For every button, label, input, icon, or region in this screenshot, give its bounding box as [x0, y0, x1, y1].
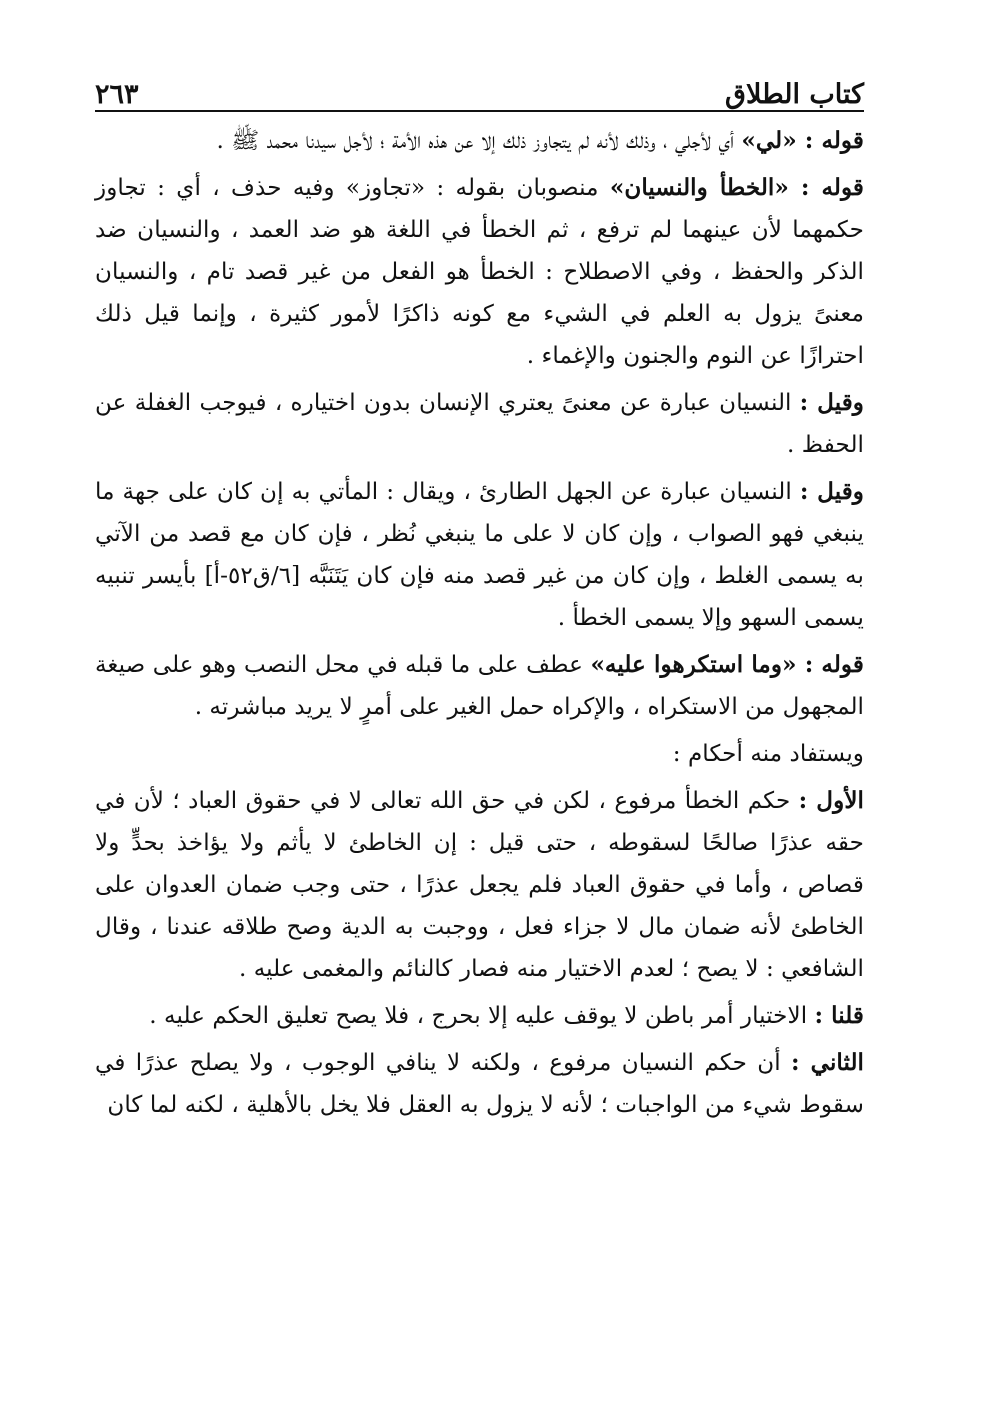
paragraph: [95, 733, 864, 775]
paragraph-text: الاختيار أمر باطن لا يوقف عليه إلا بحرج ، فلا يصح تعليق الحكم عليه .: [149, 1002, 815, 1029]
paragraph: [95, 780, 864, 990]
paragraph-text: النسيان عبارة عن الجهل الطارئ ، ويقال : المأتي به إن كان على جهة ما ينبغي فهو الصواب ، وإن كان لا على ما ينبغي نُظر ، فإن كان مع قصد من الآتي به يسمى الغلط ، وإن كان من غير قصد منه فإن كان يَتَنَبَّه [٦/ق٥٢-أ] بأيسر تنبيه يسمى السهو وإلا يسمى الخطأ .: [95, 478, 864, 631]
paragraph: [95, 644, 864, 728]
running-header: [95, 52, 864, 112]
chapter-title: كتاب الطلاق: [725, 79, 864, 110]
paragraph-lead: وقيل :: [799, 389, 864, 416]
paragraph-text: عطف على ما قبله في محل النصب وهو على صيغة المجهول من الاستكراه ، والإكراه حمل الغير على أمرٍ لا يريد مباشرته .: [95, 651, 864, 720]
paragraph: [95, 382, 864, 466]
paragraph-lead: قلنا :: [814, 1002, 864, 1029]
paragraph-lead: قوله : «لي»: [741, 127, 864, 154]
paragraph-lead: الثاني :: [791, 1049, 864, 1076]
paragraph-text: النسيان عبارة عن معنىً يعتري الإنسان بدون اختياره ، فيوجب الغفلة عن الحفظ .: [95, 389, 864, 458]
paragraph-text: أن حكم النسيان مرفوع ، ولكنه لا ينافي الوجوب ، ولا يصلح عذرًا في سقوط شيء من الواجبات ؛ لأنه لا يزول به العقل فلا يخل بالأهلية ، لكنه لما كان: [95, 1049, 864, 1118]
header-divider: [95, 110, 864, 112]
paragraph-text: منصوبان بقوله : «تجاوز» وفيه حذف ، أي : تجاوز حكمهما لأن عينهما لم ترفع ، ثم الخطأ في اللغة هو ضد العمد ، والنسيان ضد الذكر والحفظ ، وفي الاصطلاح : الخطأ هو الفعل من غير قصد تام ، والنسيان معنىً يزول به العلم في الشيء مع كونه ذاكرًا لأمور كثيرة ، وإنما قيل ذلك احترازًا عن النوم والجنون والإغماء .: [95, 174, 864, 369]
paragraph-lead: قوله : «وما استكرهوا عليه»: [590, 651, 864, 678]
book-page: [95, 52, 864, 1387]
paragraph-text: ويستفاد منه أحكام :: [672, 740, 864, 767]
paragraph: [95, 1042, 864, 1126]
paragraph-lead: وقيل :: [799, 478, 864, 505]
paragraph: [95, 995, 864, 1037]
paragraph-text: حكم الخطأ مرفوع ، لكن في حق الله تعالى لا في حقوق العباد ؛ لأن في حقه عذرًا صالحًا لسقوطه ، حتى قيل : إن الخاطئ لا يأثم ولا يؤاخذ بحدٍّ ولا قصاص ، وأما في حقوق العباد فلم يجعل عذرًا ، حتى وجب ضمان العدوان على الخاطئ لأنه ضمان مال لا جزاء فعل ، ووجبت به الدية وصح طلاقه عندنا ، وقال الشافعي : لا يصح ؛ لعدم الاختيار منه فصار كالنائم والمغمى عليه .: [95, 787, 864, 982]
paragraph-lead: قوله : «الخطأ والنسيان»: [609, 174, 865, 201]
paragraph: [95, 471, 864, 639]
paragraph-text: أي لأجلي ، وذلك لأنه لم يتجاوز ذلك إلا عن هذه الأمة ؛ لأجل سيدنا محمد ﷺ .: [216, 127, 742, 154]
page-body: [95, 120, 864, 1126]
paragraph: [95, 120, 864, 162]
paragraph: [95, 167, 864, 377]
paragraph-lead: الأول :: [798, 787, 864, 814]
page-number: ٢٦٣: [95, 79, 139, 110]
